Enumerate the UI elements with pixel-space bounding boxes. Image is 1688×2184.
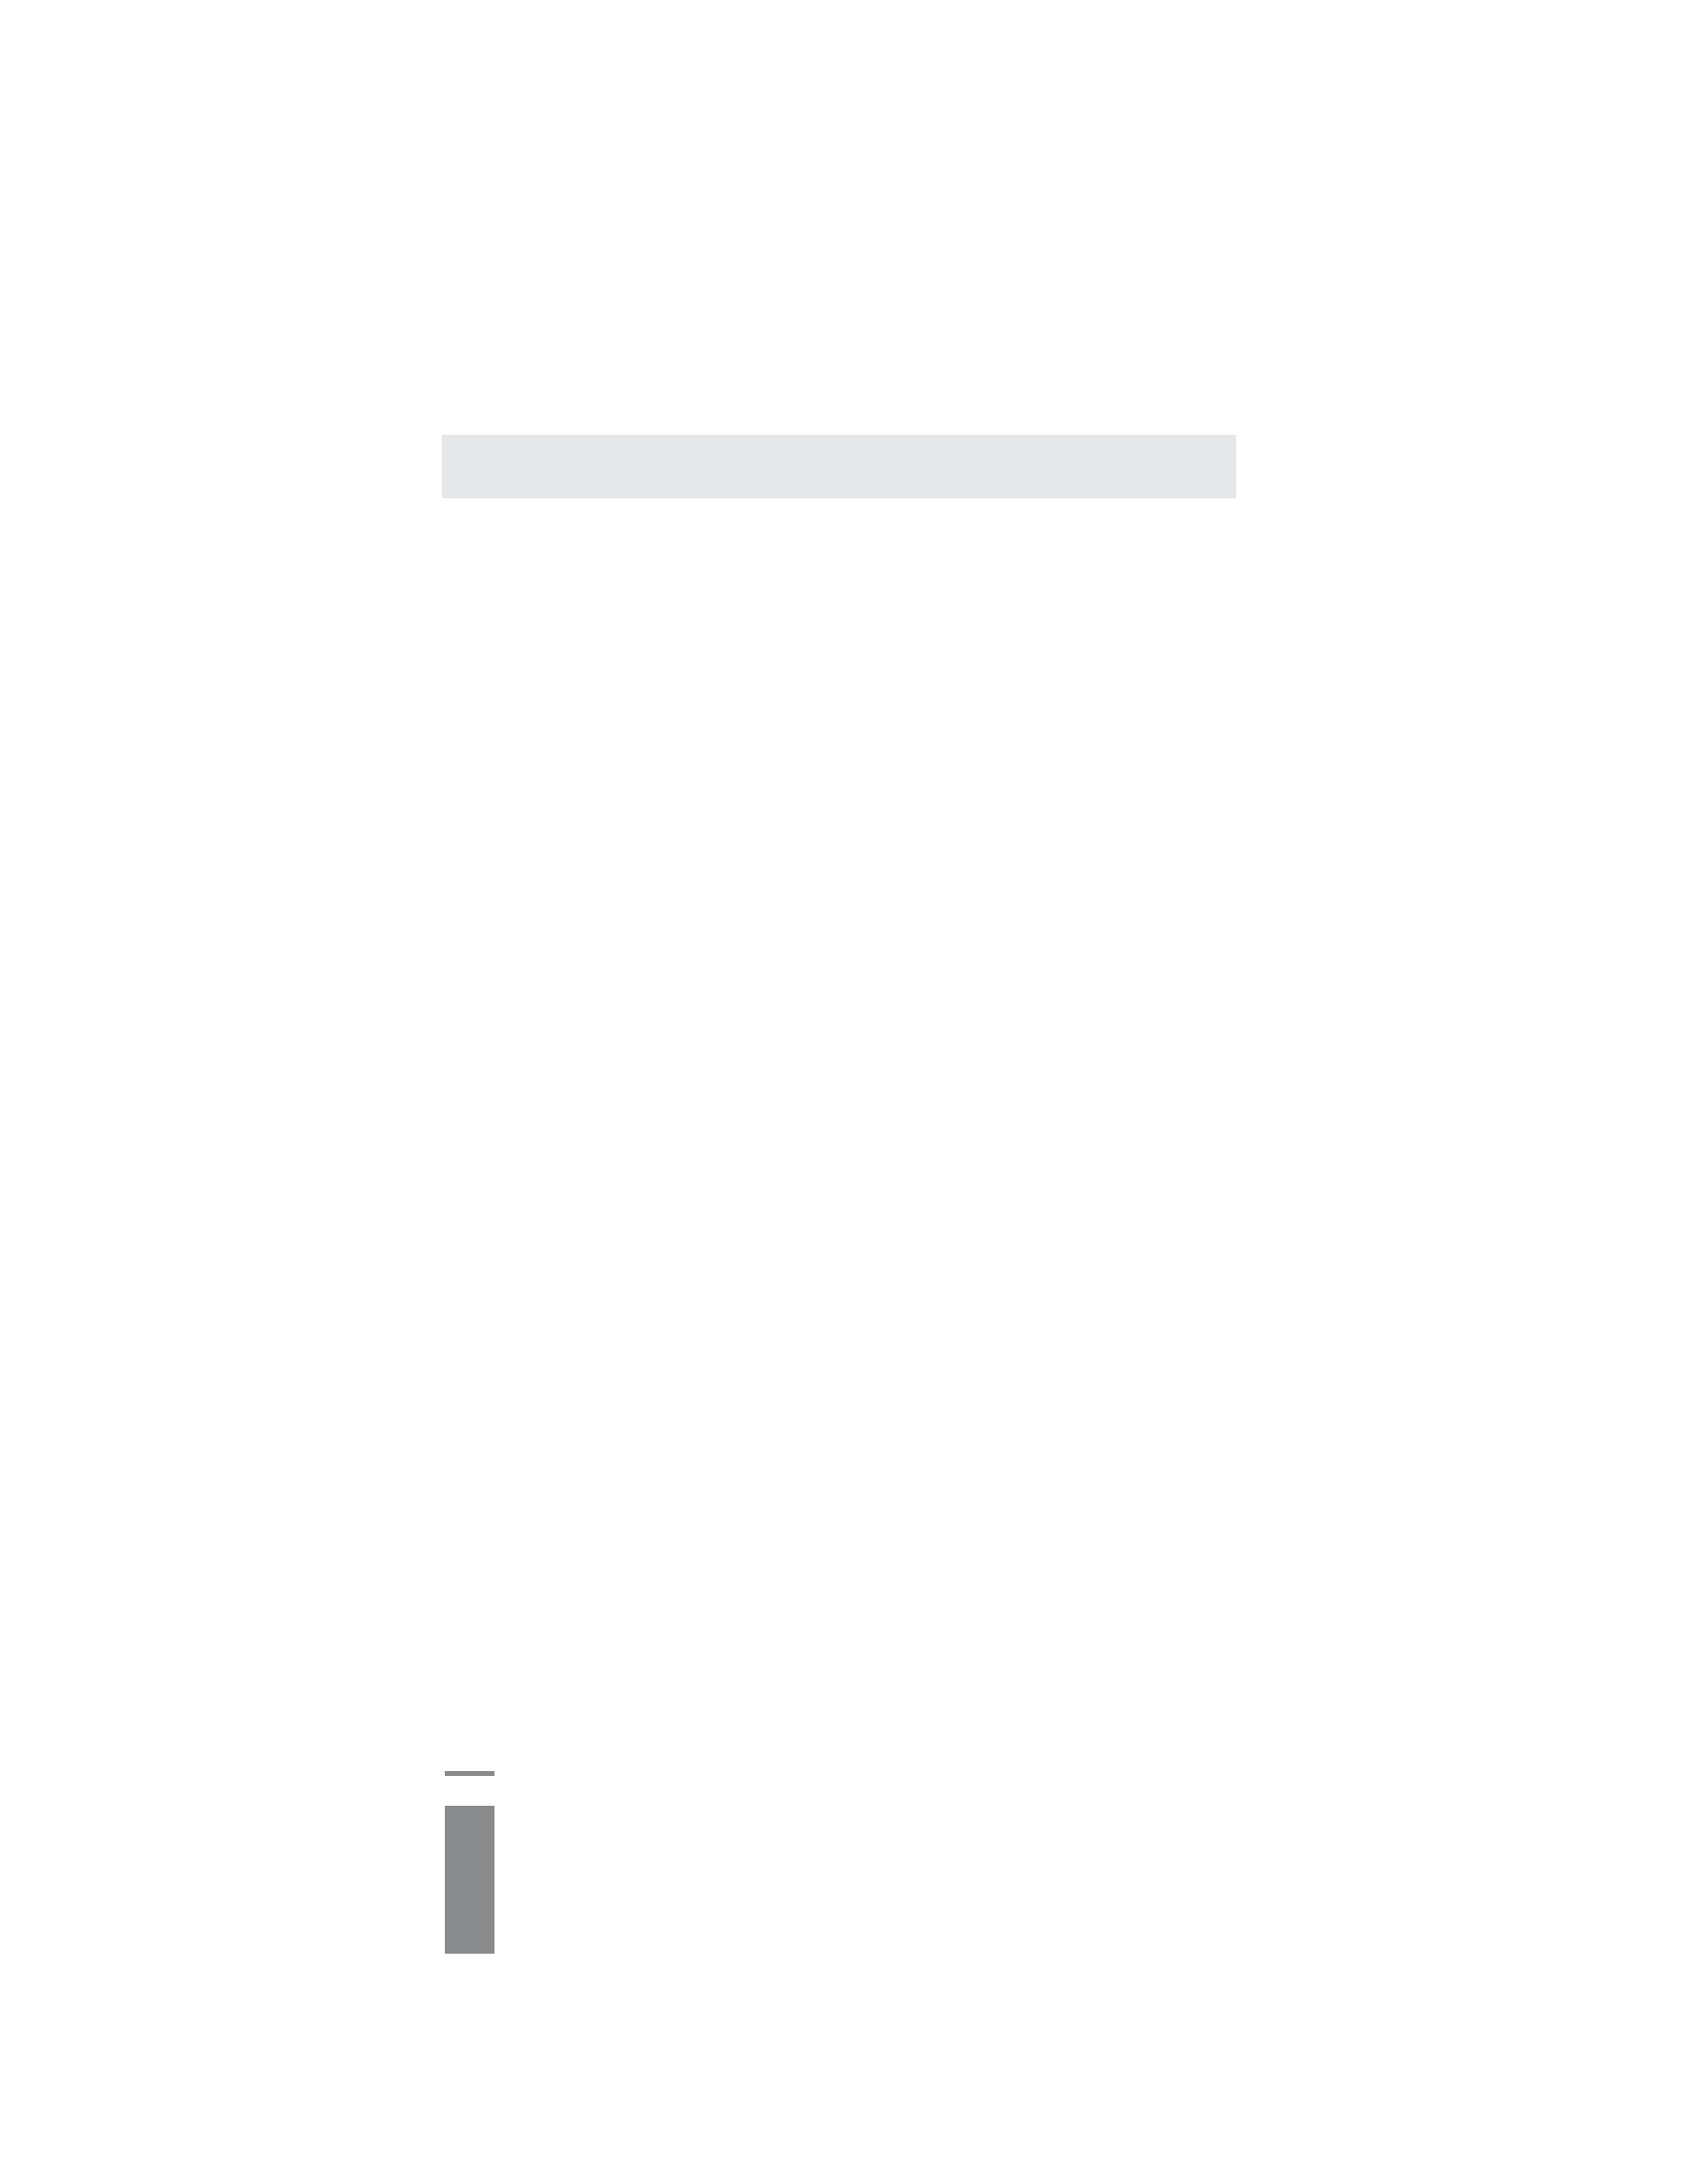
table-of-contents [442, 407, 1236, 528]
footer-page-number [445, 1771, 494, 1806]
chapter-heading [442, 435, 1236, 498]
